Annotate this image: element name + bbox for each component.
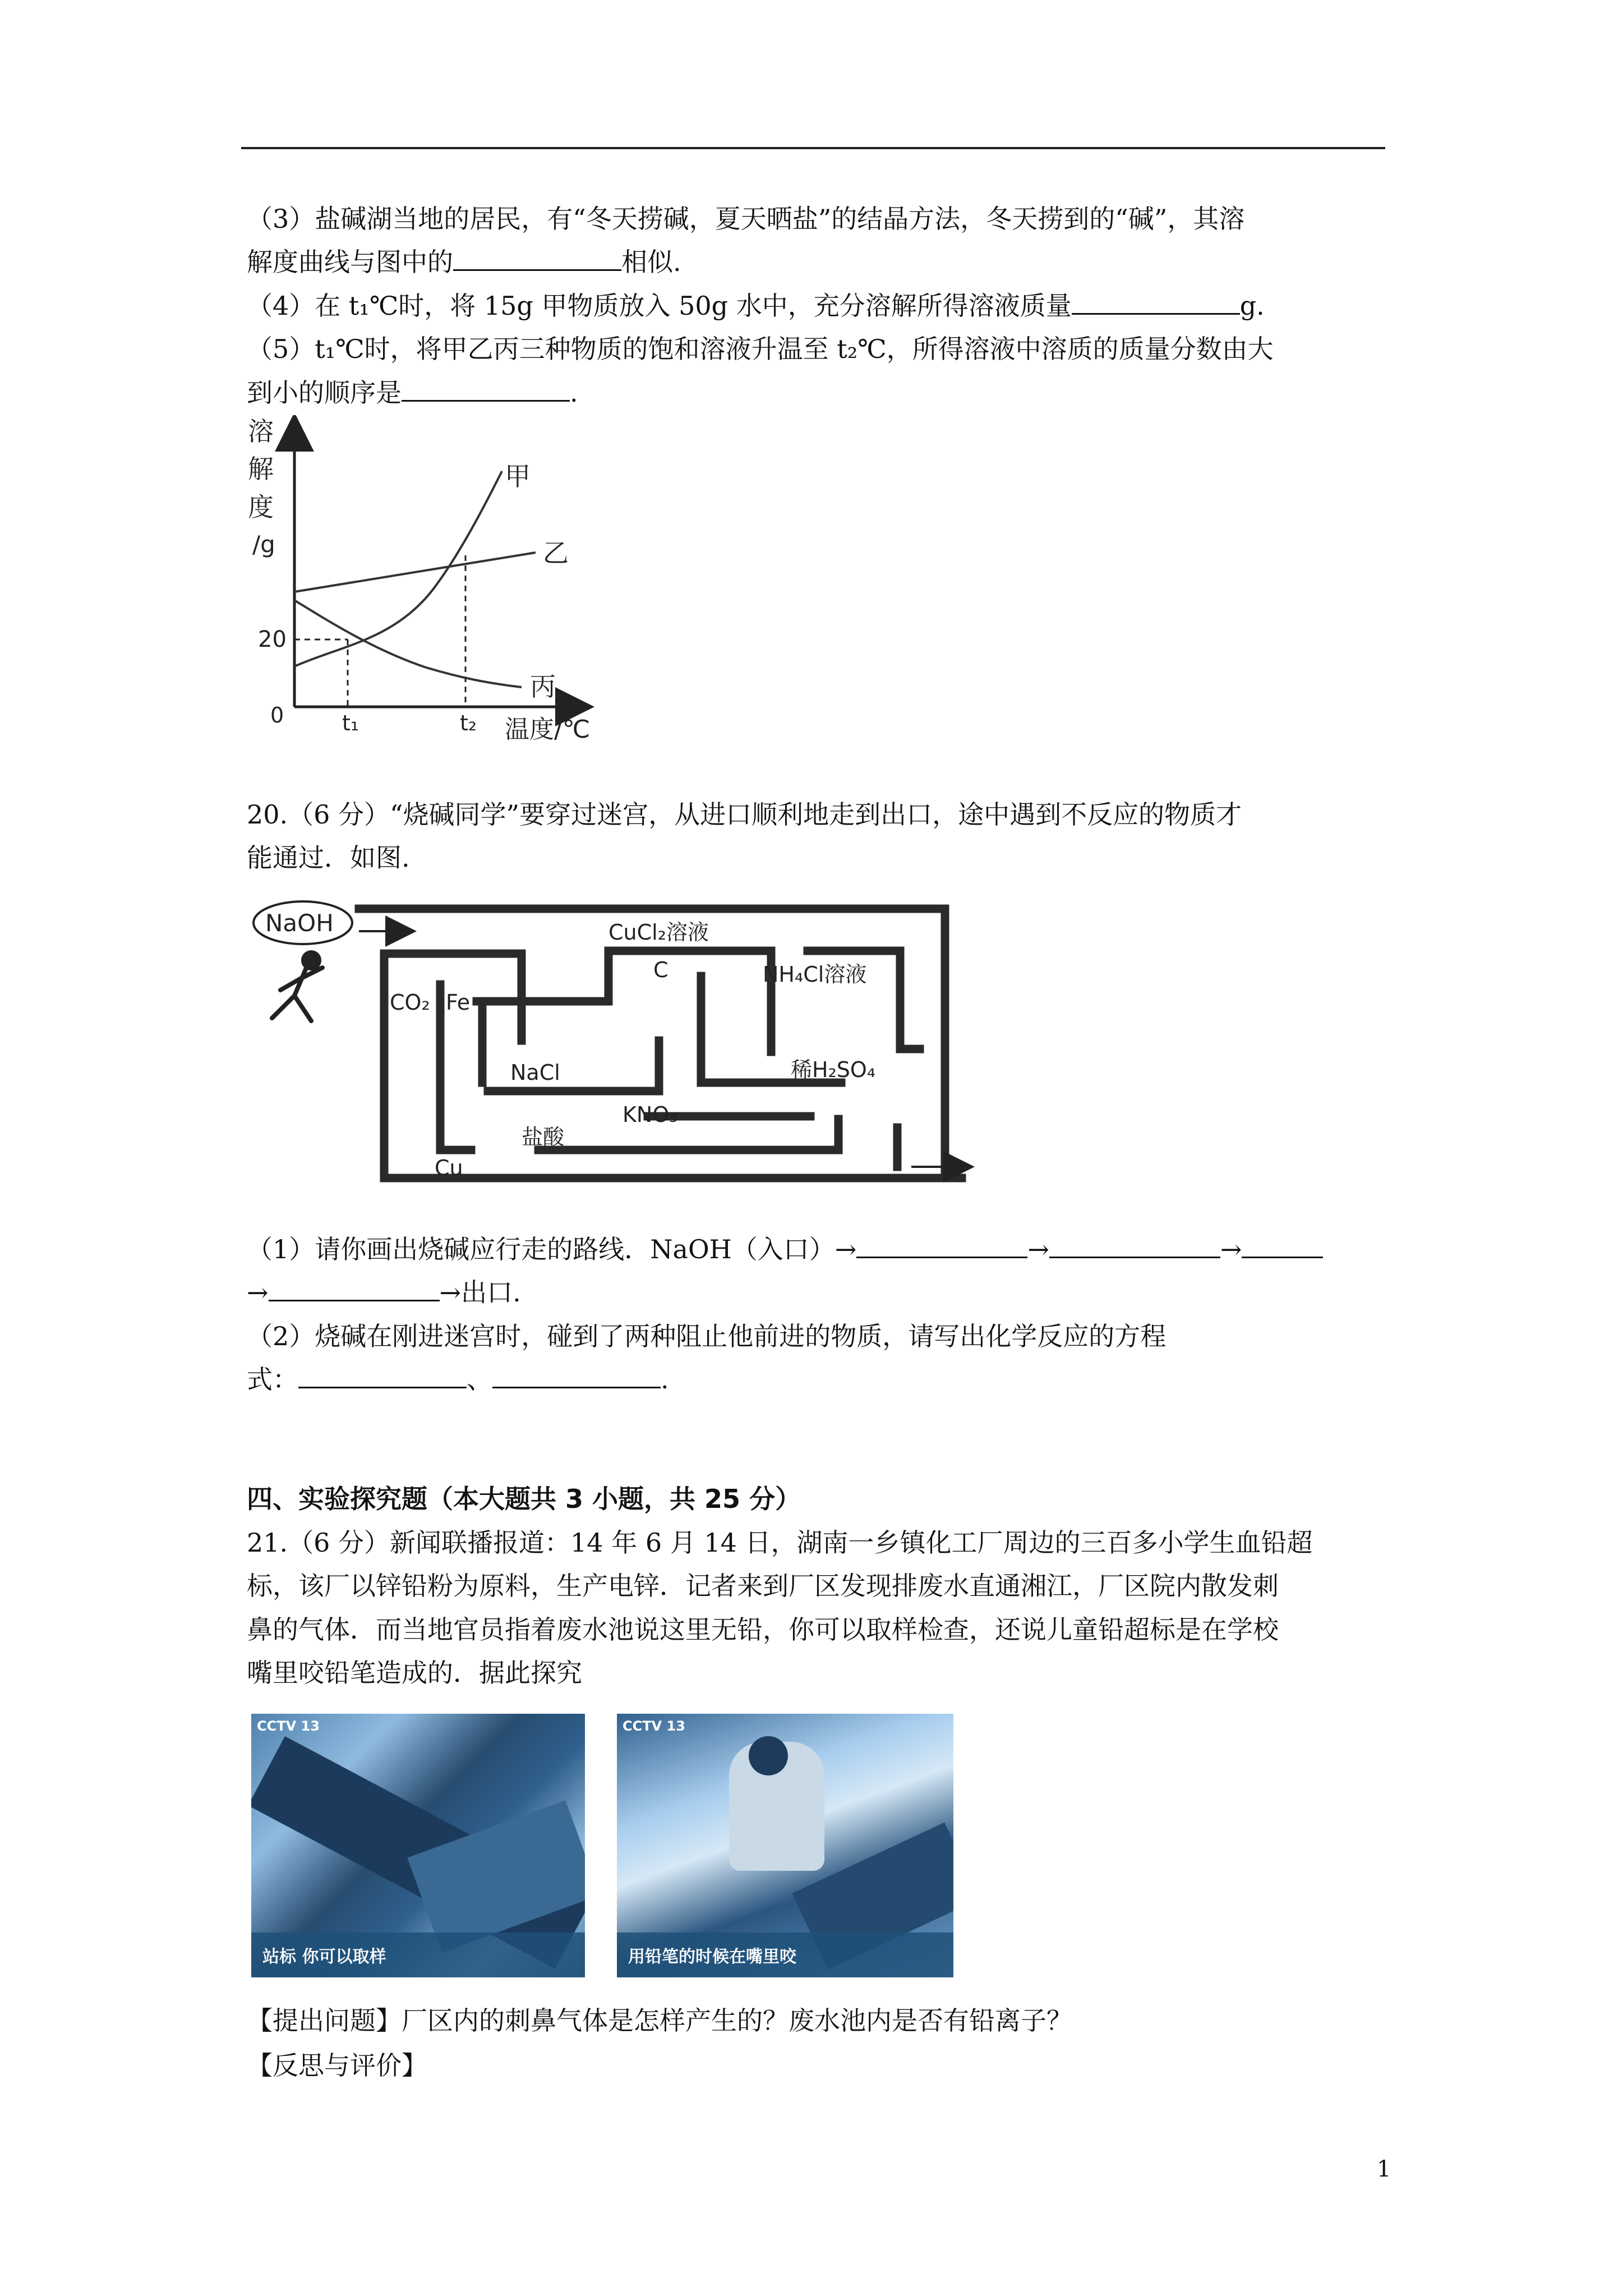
q21-line2: 标，该厂以锌铅粉为原料，生产电锌．记者来到厂区发现排废水直通湘江，厂区院内散发刺 — [247, 1571, 1279, 1601]
cctv-logo: CCTV 13 — [257, 1718, 320, 1734]
q19-part4: （4）在 t₁℃时，将 15g 甲物质放入 50g 水中，充分溶解所得溶液质量 g. — [247, 288, 1265, 324]
q21-line3: 鼻的气体．而当地官员指着废水池说这里无铅，你可以取样检查，还说儿童铅超标是在学校 — [247, 1614, 1279, 1645]
q20-part2-line1: （2）烧碱在刚进迷宫时，碰到了两种阻止他前进的物质，请写出化学反应的方程 — [247, 1321, 1166, 1351]
q20-part1-line1: （1）请你画出烧碱应行走的路线．NaOH（入口）→ → → — [247, 1231, 1323, 1267]
q19-part3-line1: （3）盐碱湖当地的居民，有“冬天捞碱，夏天晒盐”的结晶方法，冬天捞到的“碱”，其溶 — [247, 204, 1245, 234]
naoh-entry-label: NaOH — [265, 909, 334, 937]
q21-reflect: 【反思与评价】 — [247, 2050, 427, 2081]
q20-line2: 能通过．如图. — [247, 843, 410, 873]
q21-question: 【提出问题】厂区内的刺鼻气体是怎样产生的？废水池内是否有铅离子？ — [247, 2005, 1072, 2036]
solubility-chart — [241, 415, 634, 763]
q21-line4: 嘴里咬铅笔造成的．据此探究 — [247, 1658, 582, 1688]
page-number: 1 — [1377, 2156, 1391, 2182]
maze-figure — [247, 898, 987, 1212]
answer-blank[interactable] — [402, 375, 570, 402]
maze-label-nacl: NaCl — [510, 1060, 560, 1085]
maze-label-co2: CO₂ — [390, 990, 430, 1015]
photo-caption: 用铅笔的时候在嘴里咬 — [628, 1947, 796, 1967]
x-tick-label-t1: t₁ — [342, 711, 359, 735]
q21-line1: 21.（6 分）新闻联播报道：14 年 6 月 14 日，湖南一乡镇化工厂周边的三百多小学生血铅超 — [247, 1527, 1313, 1558]
y-label-char: 度 — [248, 492, 274, 522]
answer-blank[interactable] — [269, 1275, 440, 1301]
y-label-char: /g — [252, 531, 275, 558]
maze-label-c: C — [653, 958, 668, 982]
q19-part3-line2: 解度曲线与图中的 相似. — [247, 244, 681, 280]
curve-yi — [294, 553, 536, 592]
curve-jia — [294, 471, 502, 666]
y-label-char: 解 — [248, 454, 274, 484]
answer-blank[interactable] — [298, 1362, 467, 1388]
maze-label-hcl: 盐酸 — [522, 1125, 565, 1149]
header-rule — [241, 147, 1385, 149]
answer-blank[interactable] — [1242, 1232, 1323, 1258]
maze-label-cucl2: CuCl₂溶液 — [608, 920, 709, 945]
q19-part5-line2: 到小的顺序是 . — [247, 375, 578, 411]
q20-part2-line2: 式： 、 . — [247, 1361, 669, 1397]
origin-label: 0 — [270, 703, 284, 728]
answer-blank[interactable] — [492, 1362, 661, 1388]
news-photo-1 — [251, 1714, 585, 1977]
maze-label-nh4cl: NH₄Cl溶液 — [763, 962, 867, 987]
answer-blank[interactable] — [1049, 1232, 1220, 1258]
series-label-yi: 乙 — [543, 538, 569, 568]
series-label-bing: 丙 — [530, 671, 556, 702]
answer-blank[interactable] — [453, 245, 621, 271]
curve-bing — [294, 600, 522, 687]
maze-label-kno3: KNO₃ — [623, 1102, 678, 1127]
photo-caption: 站标 你可以取样 — [262, 1947, 386, 1967]
maze-label-cu: Cu — [435, 1156, 463, 1180]
answer-blank[interactable] — [1072, 288, 1240, 315]
x-axis-label: 温度/℃ — [505, 715, 591, 744]
section-4-title: 四、实验探究题（本大题共 3 小题，共 25 分） — [247, 1484, 801, 1514]
y-tick-label: 20 — [258, 627, 287, 652]
y-label-char: 溶 — [248, 416, 274, 447]
answer-blank[interactable] — [856, 1232, 1027, 1258]
x-tick-label-t2: t₂ — [460, 711, 477, 735]
q20-line1: 20.（6 分）“烧碱同学”要穿过迷宫，从进口顺利地走到出口，途中遇到不反应的物质才 — [247, 799, 1242, 830]
series-label-jia: 甲 — [505, 461, 531, 491]
q19-part5-line1: （5）t₁℃时，将甲乙丙三种物质的饱和溶液升温至 t₂℃，所得溶液中溶质的质量分数由大 — [247, 334, 1274, 364]
runner-icon — [272, 953, 322, 1021]
maze-label-fe: Fe — [446, 990, 471, 1015]
news-photo-2 — [617, 1714, 953, 1977]
maze-walls — [359, 909, 962, 1178]
maze-label-h2so4: 稀H₂SO₄ — [791, 1057, 876, 1082]
q20-part1-line2: → →出口. — [247, 1274, 521, 1310]
cctv-logo: CCTV 13 — [623, 1718, 685, 1734]
